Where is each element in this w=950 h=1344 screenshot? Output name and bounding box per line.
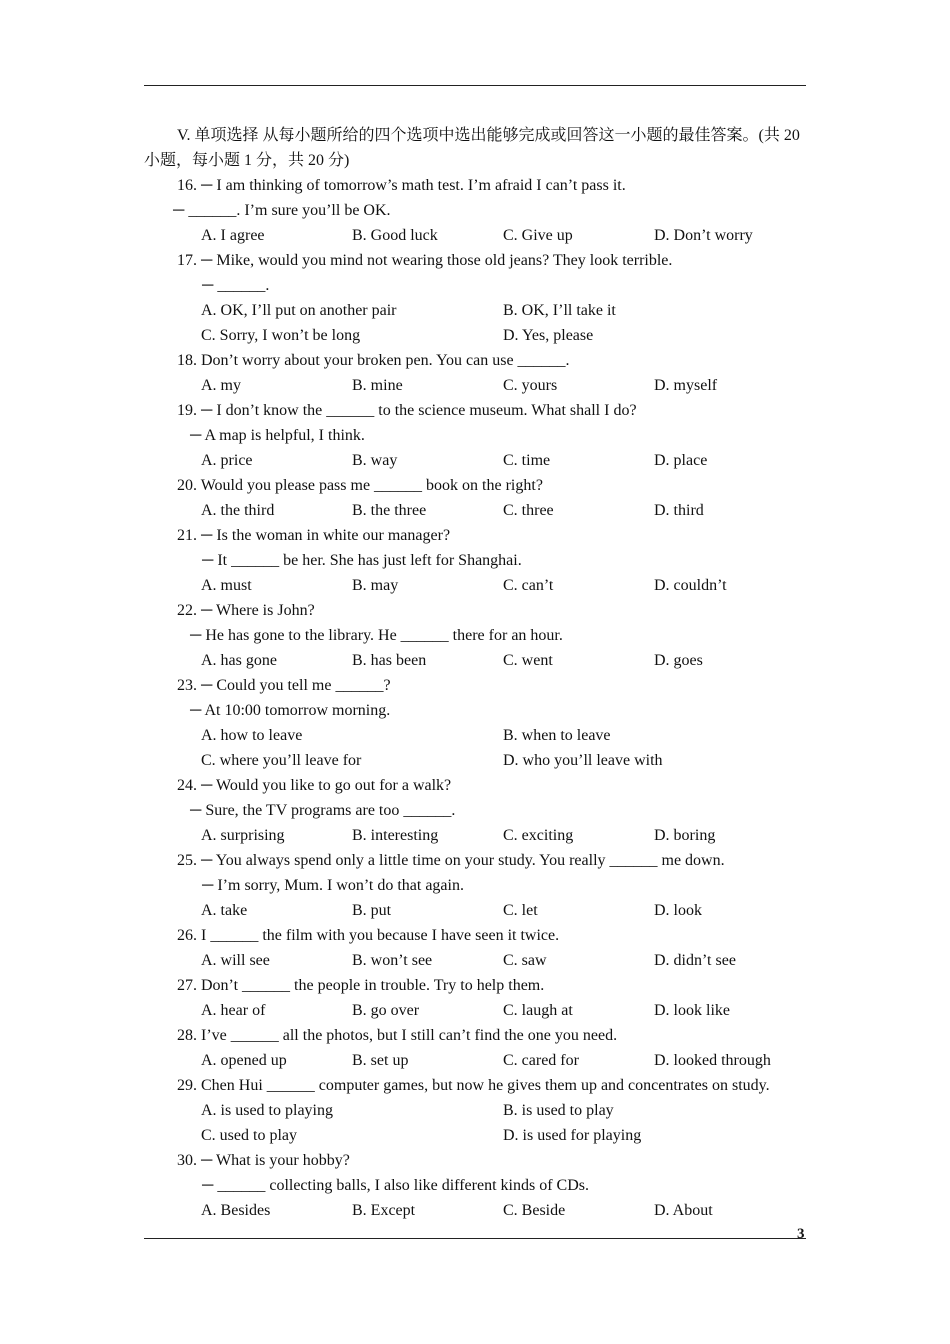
question-response-line: ─ ______. I’m sure you’ll be OK. xyxy=(173,202,391,219)
answer-option: D. didn’t see xyxy=(654,952,736,969)
header-rule xyxy=(144,85,806,86)
answer-option: C. Give up xyxy=(503,227,573,244)
answer-option: A. is used to playing xyxy=(201,1102,333,1119)
answer-option: D. goes xyxy=(654,652,703,669)
question-stem: 30. ─ What is your hobby? xyxy=(177,1152,350,1169)
question-response-line: ─ I’m sorry, Mum. I won’t do that again. xyxy=(202,877,464,894)
answer-option: B. Good luck xyxy=(352,227,438,244)
options-row xyxy=(144,648,806,673)
question-q16 xyxy=(144,173,806,248)
options-row xyxy=(144,1198,806,1223)
answer-option: C. can’t xyxy=(503,577,554,594)
section-heading: V. 单项选择 从每小题所给的四个选项中选出能够完成或回答这一小题的最佳答案。(共 20 小题，每小题 1 分，共 20 分) xyxy=(144,127,800,169)
answer-option: C. laugh at xyxy=(503,1002,573,1019)
question-response-line: ─ At 10:00 tomorrow morning. xyxy=(190,702,391,719)
question-response-line: ─ ______ collecting balls, I also like different kinds of CDs. xyxy=(202,1177,589,1194)
options-row xyxy=(144,998,806,1023)
options-row xyxy=(144,223,806,248)
options-row xyxy=(144,723,806,748)
question-q30 xyxy=(144,1148,806,1223)
answer-option: D. is used for playing xyxy=(503,1127,642,1144)
answer-option: C. used to play xyxy=(201,1127,297,1144)
question-list xyxy=(144,173,806,1223)
answer-option: C. three xyxy=(503,502,554,519)
question-stem: 20. Would you please pass me ______ book on the right? xyxy=(177,477,543,494)
question-stem: 25. ─ You always spend only a little time on your study. You really ______ me down. xyxy=(177,852,725,869)
question-stem: 19. ─ I don’t know the ______ to the science museum. What shall I do? xyxy=(177,402,637,419)
question-response-line: ─ Sure, the TV programs are too ______. xyxy=(190,802,456,819)
question-section xyxy=(144,123,806,1223)
answer-option: C. where you’ll leave for xyxy=(201,752,362,769)
question-q28 xyxy=(144,1023,806,1073)
answer-option: D. look like xyxy=(654,1002,730,1019)
answer-option: B. Except xyxy=(352,1202,416,1219)
options-row xyxy=(144,898,806,923)
answer-option: C. Sorry, I won’t be long xyxy=(201,327,361,344)
answer-option: D. looked through xyxy=(654,1052,771,1069)
answer-option: A. hear of xyxy=(201,1002,266,1019)
answer-option: D. Don’t worry xyxy=(654,227,753,244)
answer-option: B. OK, I’ll take it xyxy=(503,302,616,319)
question-q26 xyxy=(144,923,806,973)
answer-option: D. third xyxy=(654,502,704,519)
question-q27 xyxy=(144,973,806,1023)
answer-option: A. opened up xyxy=(201,1052,287,1069)
question-stem: 26. I ______ the film with you because I have seen it twice. xyxy=(177,927,560,944)
options-row xyxy=(144,1123,806,1148)
question-q29 xyxy=(144,1073,806,1148)
question-stem: 27. Don’t ______ the people in trouble. Try to help them. xyxy=(177,977,545,994)
answer-option: D. who you’ll leave with xyxy=(503,752,663,769)
page-number: 3 xyxy=(797,1226,805,1242)
options-row xyxy=(144,1048,806,1073)
footer-rule xyxy=(144,1238,806,1239)
question-response-line: ─ ______. xyxy=(202,277,270,294)
answer-option: D. look xyxy=(654,902,702,919)
options-row xyxy=(144,573,806,598)
answer-option: C. time xyxy=(503,452,551,469)
answer-option: C. let xyxy=(503,902,538,919)
question-stem: 18. Don’t worry about your broken pen. You can use ______. xyxy=(177,352,570,369)
answer-option: B. when to leave xyxy=(503,727,611,744)
options-row xyxy=(144,448,806,473)
question-stem: 29. Chen Hui ______ computer games, but now he gives them up and concentrates on study. xyxy=(177,1077,770,1094)
answer-option: A. has gone xyxy=(201,652,277,669)
question-response-line: ─ A map is helpful, I think. xyxy=(190,427,365,444)
options-row xyxy=(144,823,806,848)
answer-option: B. mine xyxy=(352,377,403,394)
answer-option: D. boring xyxy=(654,827,716,844)
answer-option: D. place xyxy=(654,452,708,469)
question-stem: 16. ─ I am thinking of tomorrow’s math test. I’m afraid I can’t pass it. xyxy=(177,177,626,194)
answer-option: C. saw xyxy=(503,952,547,969)
options-row xyxy=(144,498,806,523)
answer-option: D. couldn’t xyxy=(654,577,727,594)
question-stem: 24. ─ Would you like to go out for a walk? xyxy=(177,777,452,794)
options-row xyxy=(144,298,806,323)
answer-option: B. has been xyxy=(352,652,427,669)
options-row xyxy=(144,1098,806,1123)
answer-option: B. set up xyxy=(352,1052,409,1069)
answer-option: A. Besides xyxy=(201,1202,271,1219)
answer-option: D. myself xyxy=(654,377,718,394)
answer-option: B. put xyxy=(352,902,392,919)
question-response-line: ─ He has gone to the library. He ______ there for an hour. xyxy=(190,627,563,644)
options-row xyxy=(144,323,806,348)
question-q25 xyxy=(144,848,806,923)
question-stem: 22. ─ Where is John? xyxy=(177,602,315,619)
answer-option: A. price xyxy=(201,452,253,469)
question-q23 xyxy=(144,673,806,773)
question-q19 xyxy=(144,398,806,473)
answer-option: D. About xyxy=(654,1202,713,1219)
options-row xyxy=(144,748,806,773)
answer-option: B. the three xyxy=(352,502,427,519)
answer-option: C. cared for xyxy=(503,1052,579,1069)
question-q20 xyxy=(144,473,806,523)
question-q22 xyxy=(144,598,806,673)
question-q18 xyxy=(144,348,806,398)
options-row xyxy=(144,373,806,398)
answer-option: A. the third xyxy=(201,502,275,519)
answer-option: D. Yes, please xyxy=(503,327,594,344)
answer-option: A. must xyxy=(201,577,252,594)
answer-option: A. surprising xyxy=(201,827,285,844)
answer-option: A. my xyxy=(201,377,241,394)
answer-option: A. take xyxy=(201,902,248,919)
question-stem: 17. ─ Mike, would you mind not wearing those old jeans? They look terrible. xyxy=(177,252,673,269)
question-response-line: ─ It ______ be her. She has just left for Shanghai. xyxy=(202,552,522,569)
question-stem: 28. I’ve ______ all the photos, but I still can’t find the one you need. xyxy=(177,1027,618,1044)
question-q24 xyxy=(144,773,806,848)
answer-option: C. went xyxy=(503,652,553,669)
answer-option: B. won’t see xyxy=(352,952,433,969)
question-q21 xyxy=(144,523,806,598)
question-stem: 21. ─ Is the woman in white our manager? xyxy=(177,527,451,544)
answer-option: B. go over xyxy=(352,1002,420,1019)
answer-option: A. OK, I’ll put on another pair xyxy=(201,302,397,319)
options-row xyxy=(144,948,806,973)
question-q17 xyxy=(144,248,806,348)
answer-option: C. yours xyxy=(503,377,558,394)
answer-option: A. will see xyxy=(201,952,270,969)
answer-option: A. I agree xyxy=(201,227,265,244)
answer-option: B. is used to play xyxy=(503,1102,614,1119)
answer-option: C. exciting xyxy=(503,827,574,844)
question-stem: 23. ─ Could you tell me ______? xyxy=(177,677,391,694)
answer-option: A. how to leave xyxy=(201,727,303,744)
answer-option: C. Beside xyxy=(503,1202,566,1219)
answer-option: B. interesting xyxy=(352,827,439,844)
answer-option: B. may xyxy=(352,577,399,594)
answer-option: B. way xyxy=(352,452,398,469)
